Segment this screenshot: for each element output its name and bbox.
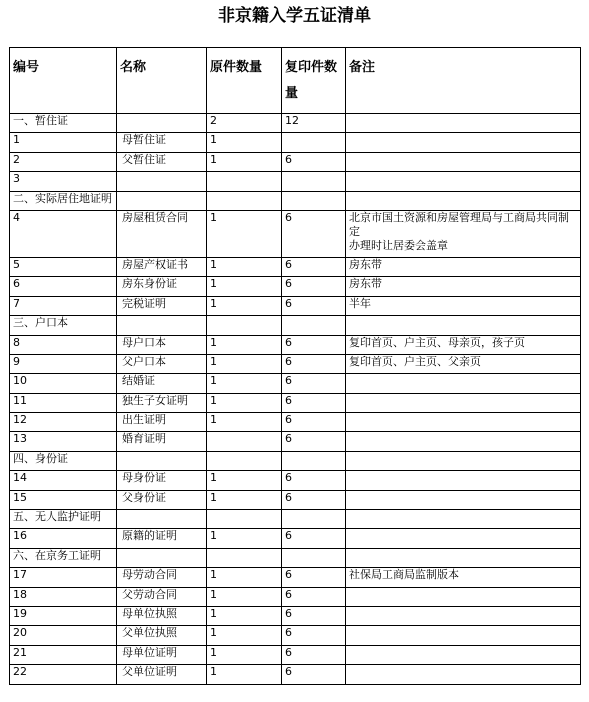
table-row	[10, 471, 581, 490]
cell-name: 原籍的证明	[117, 529, 207, 548]
cell-original-qty: 2	[207, 114, 282, 133]
cell-original-qty: 1	[207, 354, 282, 373]
table-row	[10, 210, 581, 257]
table-row	[10, 432, 581, 451]
table-row	[10, 152, 581, 171]
cell-original-qty: 1	[207, 277, 282, 296]
cell-name: 婚育证明	[117, 432, 207, 451]
cell-number: 20	[10, 626, 117, 645]
header-note: 备注	[346, 48, 581, 114]
cell-note	[346, 152, 581, 171]
cell-copy-qty	[282, 172, 346, 191]
cell-number: 17	[10, 568, 117, 587]
cell-copy-qty	[282, 316, 346, 335]
cell-number: 8	[10, 335, 117, 354]
document-table	[9, 47, 581, 685]
cell-note	[346, 114, 581, 133]
cell-note	[346, 393, 581, 412]
cell-note: 半年	[346, 296, 581, 315]
cell-original-qty: 1	[207, 626, 282, 645]
cell-copy-qty: 6	[282, 432, 346, 451]
cell-original-qty: 1	[207, 152, 282, 171]
cell-copy-qty: 6	[282, 393, 346, 412]
cell-original-qty	[207, 548, 282, 567]
cell-name: 完税证明	[117, 296, 207, 315]
cell-note	[346, 548, 581, 567]
table-row	[10, 665, 581, 684]
cell-number: 2	[10, 152, 117, 171]
cell-note	[346, 626, 581, 645]
cell-name	[117, 451, 207, 470]
cell-name	[117, 510, 207, 529]
table-row	[10, 172, 581, 191]
cell-note: 房东带	[346, 257, 581, 276]
cell-name: 父暂住证	[117, 152, 207, 171]
cell-original-qty	[207, 451, 282, 470]
header-number: 编号	[10, 48, 117, 114]
cell-name: 父身份证	[117, 490, 207, 509]
cell-note	[346, 510, 581, 529]
cell-note	[346, 133, 581, 152]
header-name: 名称	[117, 48, 207, 114]
cell-copy-qty: 6	[282, 626, 346, 645]
table-row	[10, 114, 581, 133]
table-row	[10, 451, 581, 470]
cell-number: 16	[10, 529, 117, 548]
cell-number: 12	[10, 413, 117, 432]
cell-note	[346, 191, 581, 210]
cell-copy-qty: 6	[282, 587, 346, 606]
table-row	[10, 568, 581, 587]
cell-number: 9	[10, 354, 117, 373]
cell-original-qty: 1	[207, 374, 282, 393]
cell-number: 5	[10, 257, 117, 276]
cell-number: 1	[10, 133, 117, 152]
cell-note: 复印首页、户主页、母亲页，孩子页	[346, 335, 581, 354]
cell-note	[346, 606, 581, 625]
cell-name	[117, 316, 207, 335]
cell-number: 10	[10, 374, 117, 393]
cell-number: 21	[10, 645, 117, 664]
cell-number: 15	[10, 490, 117, 509]
cell-name: 母身份证	[117, 471, 207, 490]
cell-original-qty: 1	[207, 133, 282, 152]
cell-copy-qty: 6	[282, 568, 346, 587]
cell-number: 14	[10, 471, 117, 490]
cell-copy-qty: 6	[282, 210, 346, 257]
cell-original-qty: 1	[207, 529, 282, 548]
table-body	[10, 114, 581, 685]
cell-number: 19	[10, 606, 117, 625]
cell-note	[346, 432, 581, 451]
cell-name: 母单位执照	[117, 606, 207, 625]
cell-copy-qty	[282, 510, 346, 529]
cell-note	[346, 451, 581, 470]
cell-number: 22	[10, 665, 117, 684]
cell-original-qty: 1	[207, 257, 282, 276]
table-row	[10, 191, 581, 210]
table-header-row	[10, 48, 581, 114]
cell-name: 出生证明	[117, 413, 207, 432]
cell-copy-qty	[282, 451, 346, 470]
cell-copy-qty: 6	[282, 413, 346, 432]
cell-note	[346, 587, 581, 606]
cell-copy-qty	[282, 191, 346, 210]
table-row	[10, 133, 581, 152]
cell-number: 一、暂住证	[10, 114, 117, 133]
table-row	[10, 277, 581, 296]
cell-note	[346, 529, 581, 548]
table-row	[10, 393, 581, 412]
cell-name: 父劳动合同	[117, 587, 207, 606]
cell-copy-qty: 6	[282, 490, 346, 509]
cell-number: 18	[10, 587, 117, 606]
cell-copy-qty: 6	[282, 152, 346, 171]
cell-number: 三、户口本	[10, 316, 117, 335]
cell-original-qty: 1	[207, 335, 282, 354]
cell-name: 房东身份证	[117, 277, 207, 296]
table-row	[10, 316, 581, 335]
cell-note	[346, 471, 581, 490]
cell-copy-qty: 6	[282, 606, 346, 625]
cell-name: 母单位证明	[117, 645, 207, 664]
cell-number: 7	[10, 296, 117, 315]
cell-number: 六、在京务工证明	[10, 548, 117, 567]
cell-original-qty	[207, 316, 282, 335]
cell-original-qty: 1	[207, 413, 282, 432]
cell-number: 五、无人监护证明	[10, 510, 117, 529]
cell-name	[117, 114, 207, 133]
cell-original-qty	[207, 172, 282, 191]
cell-name	[117, 548, 207, 567]
table-row	[10, 548, 581, 567]
table-row	[10, 606, 581, 625]
table-row	[10, 413, 581, 432]
cell-number: 二、实际居住地证明	[10, 191, 117, 210]
cell-original-qty: 1	[207, 296, 282, 315]
table-row	[10, 490, 581, 509]
table-row	[10, 354, 581, 373]
cell-original-qty: 1	[207, 587, 282, 606]
cell-note	[346, 490, 581, 509]
cell-copy-qty: 6	[282, 374, 346, 393]
cell-copy-qty: 6	[282, 296, 346, 315]
cell-copy-qty	[282, 133, 346, 152]
cell-name: 父单位执照	[117, 626, 207, 645]
cell-copy-qty: 6	[282, 354, 346, 373]
cell-original-qty: 1	[207, 210, 282, 257]
cell-original-qty: 1	[207, 665, 282, 684]
cell-original-qty: 1	[207, 490, 282, 509]
table-row	[10, 529, 581, 548]
cell-name: 房屋产权证书	[117, 257, 207, 276]
cell-name: 父户口本	[117, 354, 207, 373]
cell-note: 社保局工商局监制版本	[346, 568, 581, 587]
table-row	[10, 335, 581, 354]
cell-note	[346, 316, 581, 335]
cell-note	[346, 665, 581, 684]
cell-copy-qty: 6	[282, 471, 346, 490]
cell-copy-qty	[282, 548, 346, 567]
cell-number: 11	[10, 393, 117, 412]
cell-note: 复印首页、户主页、父亲页	[346, 354, 581, 373]
cell-name: 结婚证	[117, 374, 207, 393]
table-row	[10, 645, 581, 664]
header-copy-qty: 复印件数量	[282, 48, 346, 114]
cell-name: 房屋租赁合同	[117, 210, 207, 257]
cell-name: 独生子女证明	[117, 393, 207, 412]
table-row	[10, 626, 581, 645]
cell-number: 3	[10, 172, 117, 191]
cell-name	[117, 191, 207, 210]
table-row	[10, 510, 581, 529]
cell-original-qty	[207, 510, 282, 529]
cell-note	[346, 172, 581, 191]
cell-original-qty: 1	[207, 606, 282, 625]
cell-note	[346, 413, 581, 432]
cell-copy-qty: 6	[282, 335, 346, 354]
cell-copy-qty: 6	[282, 665, 346, 684]
cell-note	[346, 374, 581, 393]
page-title: 非京籍入学五证清单	[218, 6, 371, 26]
cell-original-qty: 1	[207, 393, 282, 412]
cell-original-qty: 1	[207, 568, 282, 587]
cell-copy-qty: 6	[282, 257, 346, 276]
cell-name: 母户口本	[117, 335, 207, 354]
table-row	[10, 374, 581, 393]
cell-number: 13	[10, 432, 117, 451]
cell-name: 母暂住证	[117, 133, 207, 152]
cell-number: 四、身份证	[10, 451, 117, 470]
cell-note: 房东带	[346, 277, 581, 296]
cell-note	[346, 645, 581, 664]
cell-copy-qty: 12	[282, 114, 346, 133]
cell-original-qty	[207, 432, 282, 451]
header-original-qty: 原件数量	[207, 48, 282, 114]
table-row	[10, 296, 581, 315]
cell-copy-qty: 6	[282, 645, 346, 664]
cell-original-qty	[207, 191, 282, 210]
cell-number: 4	[10, 210, 117, 257]
cell-number: 6	[10, 277, 117, 296]
cell-copy-qty: 6	[282, 529, 346, 548]
cell-copy-qty: 6	[282, 277, 346, 296]
cell-original-qty: 1	[207, 471, 282, 490]
table-row	[10, 257, 581, 276]
cell-name	[117, 172, 207, 191]
cell-name: 父单位证明	[117, 665, 207, 684]
cell-original-qty: 1	[207, 645, 282, 664]
table-row	[10, 587, 581, 606]
cell-note: 北京市国土资源和房屋管理局与工商局共同制定 办理时让居委会盖章	[346, 210, 581, 257]
cell-name: 母劳动合同	[117, 568, 207, 587]
